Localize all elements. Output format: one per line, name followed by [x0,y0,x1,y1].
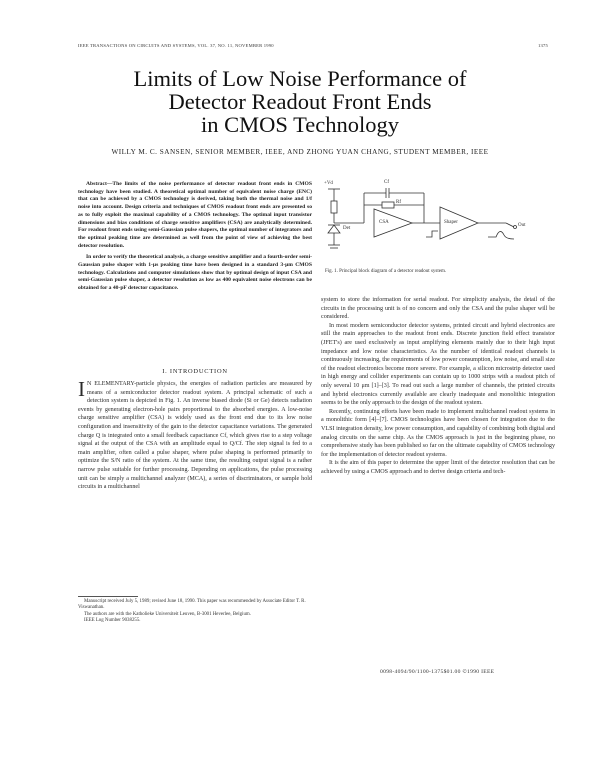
title-line: Limits of Low Noise Performance of [133,66,467,91]
author-line: WILLY M. C. SANSEN, SENIOR MEMBER, IEEE, AND ZHONG YUAN CHANG, STUDENT MEMBER, IEEE [111,148,489,156]
footnote [78,599,312,624]
section-heading: I. INTRODUCTION [162,368,228,375]
cf-label: Cf [384,180,389,185]
page-number: 1375 [538,43,548,48]
figure-caption: Fig. 1. Principal block diagram of a detector readout system. [325,269,447,274]
detector-diode [328,225,340,233]
csa-label: CSA [379,220,389,225]
bias-label: +Vd [324,181,333,186]
title-line: Detector Readout Front Ends [168,89,432,114]
paper-title [90,67,510,136]
body-paragraph: It is the aim of this paper to determine the upper limit of the detector resolution that can be achieved by using a CMOS approach and to derive design criteria and tech- [321,460,555,475]
output-pulse [488,231,514,239]
introduction-text [78,377,312,492]
abstract-paragraph: Abstract—The limits of the noise performance of detector readout front ends in CMOS technology have been studied. A theoretical optimal number of equivalent noise charge (ENC) that can be achieved by a CMOS technology is derived, taking both the thermal noise and 1/f noise into account. Design criteria and techniques of CMOS readout front ends are presented so as to fully exploit the maximal capability of a CMOS technology. The optimal input transistor dimensions and bias conditions of charge sensitive amplifiers (CSA) are analytically determined. For readout front ends using semi-Gaussian pulse shapers, the optimal number of integrators and the optimal peaking time are determined as well from the point of view of achieving the best detector resolution. [78,181,312,249]
step-signal [426,231,438,237]
bias-resistor [331,201,337,213]
drop-cap: I [78,377,85,401]
running-head-text: IEEE TRANSACTIONS ON CIRCUITS AND SYSTEMS, VOL. 37, NO. 11, NOVEMBER 1990 [78,43,274,48]
footnote-paragraph: IEEE Log Number 9038255. [84,617,141,623]
doi-line: 0098-4094/90/1100-1375$01.00 ©1990 IEEE [380,669,495,675]
shaper-label: Shaper [444,220,458,225]
footnote-paragraph: Manuscript received July 5, 1989; revised June 18, 1990. This paper was recommended by Associate Editor T. R. Viswanathan. [78,599,306,611]
rf-label: Rf [396,200,401,205]
title-line: in CMOS Technology [200,112,400,137]
feedback-resistor [382,202,394,208]
output-label: Out [518,223,526,228]
running-header [78,43,548,48]
body-paragraph: In most modern semiconductor detector systems, printed circuit and hybrid electronics are still the main approaches to the readout front ends. Discrete junction field effect transistor (JFET's) are used exclusively as input amplifying elements mainly due to their high input impedance and low noise characteristics. As the number of identical readout channels is continuously increasing, the requirements of low power consumption, low noise, and small size of the readout electronics become more severe. For example, a silicon microstrip detector used in high energy and collider experiments can contain up to 1000 strips with a readout pitch of only several 10 μm [1]–[3]. To read out such a large number of channels, the printed circuits and hybrid electronics currently available are clearly inadequate and monolithic integration seems to be the only approach to the design of the readout system. [321,322,555,407]
intro-paragraph-text: N ELEMENTARY-particle physics, the energies of radiation particles are measured by means of a semiconductor detector readout system. A principal schematic of such a detection system is depicted in Fig. 1. An inverse biased diode (Si or Ge) detects radiation events by generating electron-hole pairs proportional to the absorbed energies. A low-noise charge sensitive amplifier (CSA) is widely used as the front end due to its low noise configuration and insensitivity of the gain to the detector capacitance variations. The generated charge Q is integrated onto a small feedback capacitance Cf, which gives rise to a step voltage signal at the output of the CSA with an amplitude equal to Q/Cf. The step signal is fed to a main amplifier, often called a pulse shaper, where pulse shaping is performed primarily to optimize the S/N ratio of the system. At the same time, the resulting output signal is a rather narrow pulse suitable for further processing. Depending on applications, the pulse processing unit can be simply a multichannel analyzer (MCA), a series of discriminators, or sample hold circuits in a multichannel [78,381,312,491]
footnote-paragraph: The authors are with the Katholieke Universiteit Leuven, B-3001 Heverlee, Belgium. [84,611,251,617]
abstract-paragraph: In order to verify the theoretical analysis, a charge sensitive amplifier and a fourth-order semi-Gaussian pulse shaper with 1-μs peaking time have been designed in a standard 3-μm CMOS technology. Calculations and computer simulations show that by optimal design of input CSA and semi-Gaussian pulse shaper, a detector resolution as low as 400 equivalent noise electrons can be obtained for a 40-pF detector capacitance. [78,254,312,292]
detector-label: Det [343,226,351,231]
abstract [78,181,312,293]
footnote-rule [78,596,138,597]
body-paragraph: Recently, continuing efforts have been made to implement multichannel readout systems in a monolithic form [4]–[7]. CMOS technologies have been chosen for integration due to the VLSI integration density, low power consumption, and capability of combining both digital and analog circuits on the same chip. As the CMOS approach is just in the beginning phase, no comprehensive study has been published so far on the ultimate capability of CMOS technology for the implementation of detector readout systems. [321,408,555,458]
output-wire [506,223,514,227]
right-column-text [321,296,555,476]
body-paragraph: system to store the information for serial readout. For simplicity analysis, the detail of the circuits in the processing unit is of no concern and only the CSA and the pulse shaper will be considered. [321,297,555,321]
intro-paragraph [78,377,312,492]
